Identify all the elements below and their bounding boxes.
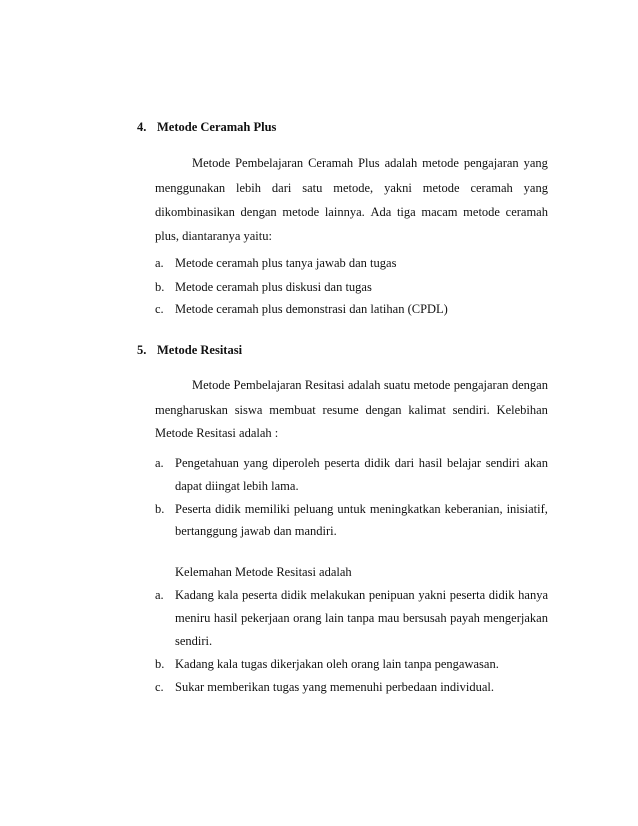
list-item-line: Sukar memberikan tugas yang memenuhi perbedaan individual.: [175, 680, 495, 694]
list-marker: b.: [155, 657, 165, 671]
section-5-para-line-2: mengharuskan siswa membuat resume dengan kalimat sendiri. Kelebihan: [155, 403, 548, 417]
section-4-para-line-4: plus, diantaranya yaitu:: [155, 229, 272, 243]
list-item: Metode ceramah plus diskusi dan tugas: [175, 280, 372, 294]
section-5-para-line-3: Metode Resitasi adalah :: [155, 426, 279, 440]
list-item-line: bertanggung jawab dan mandiri.: [175, 524, 337, 538]
section-4-para-line-1: Metode Pembelajaran Ceramah Plus adalah metode pengajaran yang: [192, 156, 548, 170]
section-4-title: Metode Ceramah Plus: [157, 120, 277, 134]
list-item: Metode ceramah plus demonstrasi dan latihan (CPDL): [175, 302, 448, 316]
list-item-line: Kadang kala tugas dikerjakan oleh orang lain tanpa pengawasan.: [175, 657, 499, 671]
section-4-para-line-2: menggunakan lebih dari satu metode, yakni metode ceramah yang: [155, 181, 548, 195]
list-item-line: Kadang kala peserta didik melakukan penipuan yakni peserta didik hanya: [175, 588, 548, 602]
section-5-title: Metode Resitasi: [157, 343, 243, 357]
section-4-number: 4.: [137, 120, 147, 134]
list-item: Metode ceramah plus tanya jawab dan tugas: [175, 256, 397, 270]
list-marker: c.: [155, 302, 164, 316]
list-item-line: dapat diingat lebih lama.: [175, 479, 299, 493]
list-marker: a.: [155, 256, 164, 270]
section-4-para-line-3: dikombinasikan dengan metode lainnya. Ada tiga macam metode ceramah: [155, 205, 548, 219]
kelemahan-heading: Kelemahan Metode Resitasi adalah: [175, 565, 352, 579]
list-marker: a.: [155, 588, 164, 602]
list-marker: b.: [155, 502, 165, 516]
list-marker: c.: [155, 680, 164, 694]
list-item-line: sendiri.: [175, 634, 213, 648]
section-5-number: 5.: [137, 343, 147, 357]
list-item-line: meniru hasil pekerjaan orang lain tanpa mau bersusah payah mengerjakan: [175, 611, 548, 625]
section-5-para-line-1: Metode Pembelajaran Resitasi adalah suatu metode pengajaran dengan: [192, 378, 548, 392]
list-item-line: Peserta didik memiliki peluang untuk meningkatkan keberanian, inisiatif,: [175, 502, 548, 516]
list-marker: a.: [155, 456, 164, 470]
list-marker: b.: [155, 280, 165, 294]
list-item-line: Pengetahuan yang diperoleh peserta didik dari hasil belajar sendiri akan: [175, 456, 548, 470]
